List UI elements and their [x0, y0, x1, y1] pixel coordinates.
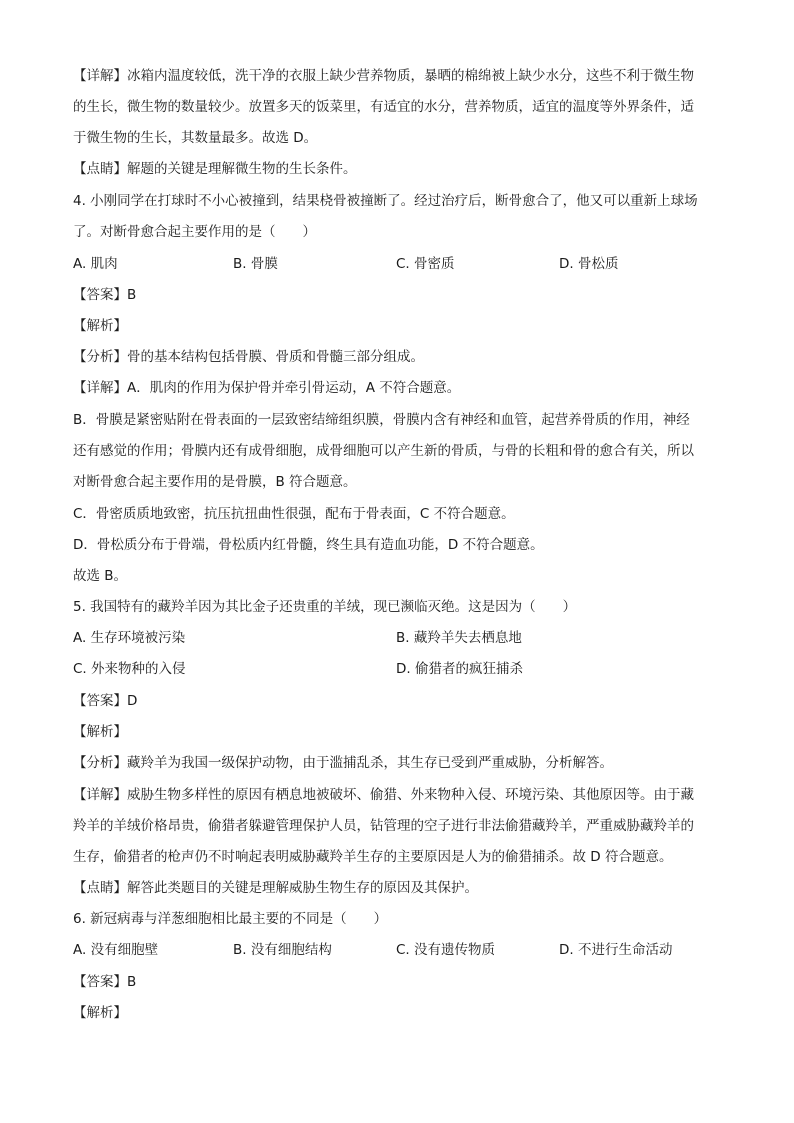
question-4-option-b: B. 骨膜 [233, 256, 278, 272]
key-point-line: 【点睛】解答此类题目的关键是理解威胁生物生存的原因及其保护。 [73, 880, 478, 896]
question-5-option-d: D. 偷猎者的疯狂捕杀 [396, 661, 523, 677]
analysis-heading: 【解析】 [73, 318, 127, 334]
detail-line: B．骨膜是紧密贴附在骨表面的一层致密结缔组织膜，骨膜内含有神经和血管，起营养骨质的作用，神经 [73, 412, 690, 428]
detail-line: 【详解】威胁生物多样性的原因有栖息地被破坏、偷猎、外来物种入侵、环境污染、其他原因等。由于藏 [73, 787, 694, 803]
detail-paragraph-line: 于微生物的生长，其数量最多。故选 D。 [73, 130, 318, 146]
detail-paragraph-line: 的生长，微生物的数量较少。放置多天的饭菜里，有适宜的水分，营养物质，适宜的温度等外界条件，适 [73, 99, 694, 115]
question-6-option-a: A. 没有细胞壁 [73, 942, 159, 958]
question-5-option-c: C. 外来物种的入侵 [73, 661, 186, 677]
question-6-stem: 6. 新冠病毒与洋葱细胞相比最主要的不同是（ ） [73, 911, 388, 927]
question-5-stem: 5. 我国特有的藏羚羊因为其比金子还贵重的羊绒，现已濒临灭绝。这是因为（ ） [73, 599, 577, 615]
detail-paragraph-line: 【详解】冰箱内温度较低，洗干净的衣服上缺少营养物质，暴晒的棉绵被上缺少水分，这些不利于微生物 [73, 68, 694, 84]
answer-label: 【答案】B [73, 974, 137, 990]
detail-line: 生存，偷猎者的枪声仍不时响起表明威胁藏羚羊生存的主要原因是人为的偷猎捕杀。故 D 符合题意。 [73, 849, 673, 865]
answer-label: 【答案】B [73, 287, 137, 303]
detail-line: D．骨松质分布于骨端，骨松质内红骨髓，终生具有造血功能，D 不符合题意。 [73, 537, 544, 553]
analysis-line: 【分析】藏羚羊为我国一级保护动物，由于滥捕乱杀，其生存已受到严重威胁，分析解答。 [73, 755, 613, 771]
detail-line: 对断骨愈合起主要作用的是骨膜，B 符合题意。 [73, 474, 357, 490]
question-6-option-b: B. 没有细胞结构 [233, 942, 332, 958]
analysis-line: 【分析】骨的基本结构包括骨膜、骨质和骨髓三部分组成。 [73, 349, 424, 365]
question-4-stem: 了。对断骨愈合起主要作用的是（ ） [73, 224, 316, 240]
question-6-option-d: D. 不进行生命活动 [559, 942, 673, 958]
question-4-option-c: C. 骨密质 [396, 256, 455, 272]
question-5-option-b: B. 藏羚羊失去栖息地 [396, 630, 522, 646]
conclusion-line: 故选 B。 [73, 568, 128, 584]
key-point-line: 【点睛】解题的关键是理解微生物的生长条件。 [73, 161, 357, 177]
detail-line: C．骨密质质地致密，抗压抗扭曲性很强，配布于骨表面，C 不符合题意。 [73, 506, 515, 522]
analysis-heading: 【解析】 [73, 724, 127, 740]
detail-line: 【详解】A．肌肉的作用为保护骨并牵引骨运动，A 不符合题意。 [73, 380, 461, 396]
question-4-option-d: D. 骨松质 [559, 256, 619, 272]
question-6-option-c: C. 没有遗传物质 [396, 942, 496, 958]
question-5-option-a: A. 生存环境被污染 [73, 630, 186, 646]
detail-line: 还有感觉的作用；骨膜内还有成骨细胞，成骨细胞可以产生新的骨质，与骨的长粗和骨的愈合有关，所以 [73, 443, 694, 459]
question-4-stem: 4. 小刚同学在打球时不小心被撞到，结果桡骨被撞断了。经过治疗后，断骨愈合了，他又可以重新上球场 [73, 193, 698, 209]
detail-line: 羚羊的羊绒价格昂贵，偷猎者躲避管理保护人员，钻管理的空子进行非法偷猎藏羚羊，严重威胁藏羚羊的 [73, 818, 694, 834]
analysis-heading: 【解析】 [73, 1005, 127, 1021]
question-4-option-a: A. 肌肉 [73, 256, 118, 272]
answer-label: 【答案】D [73, 693, 138, 709]
